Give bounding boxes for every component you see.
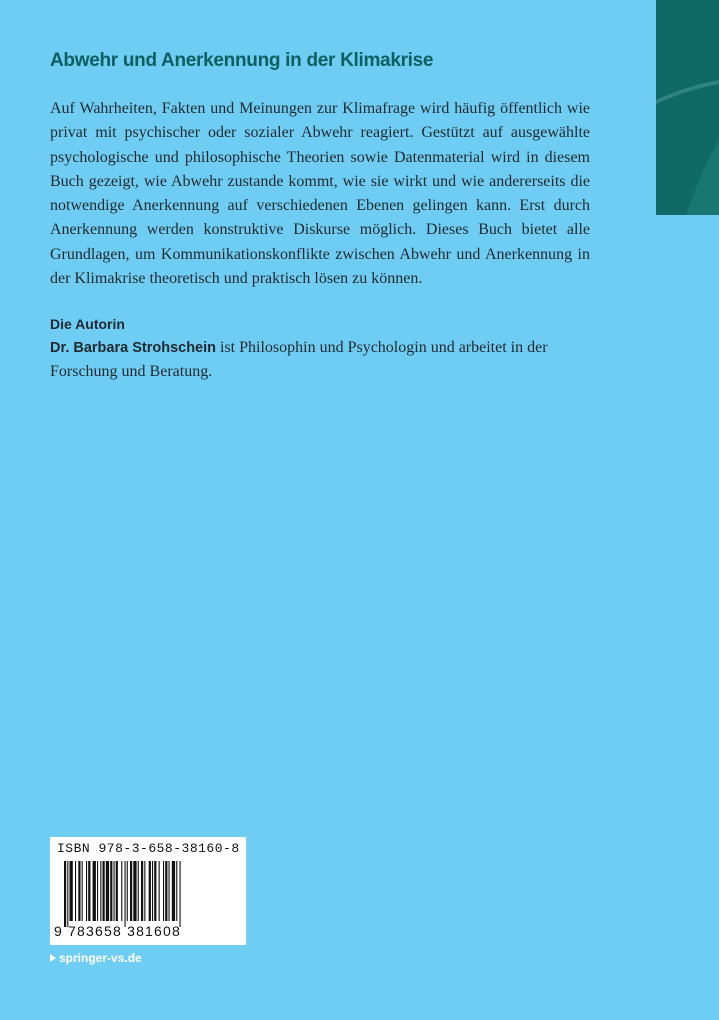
publisher-url: springer-vs.de — [59, 951, 142, 965]
arrow-right-icon — [50, 954, 56, 962]
barcode-bars — [64, 861, 232, 927]
book-title: Abwehr und Anerkennung in der Klimakrise — [50, 50, 434, 71]
author-name: Dr. Barbara Strohschein — [50, 340, 216, 356]
author-bio — [50, 336, 598, 385]
ean-digits: 9 783658 381608 — [54, 923, 181, 939]
cover-corner-graphic — [656, 0, 719, 215]
author-heading: Die Autorin — [50, 316, 125, 332]
isbn-label: ISBN 978-3-658-38160-8 — [57, 841, 240, 856]
isbn-barcode — [50, 837, 246, 945]
publisher-link[interactable] — [50, 951, 142, 965]
author-bio-text: ist Philosophin und Psychologin und arbeitet in der Forschung und Beratung. — [50, 339, 548, 381]
book-blurb: Auf Wahrheiten, Fakten und Meinungen zur Klimafrage wird häufig öffentlich wie privat mit psychischer oder sozialer Abwehr reagiert. Gestützt auf ausgewählte psychologische und philosophische Theorien sowie Datenmaterial wird in diesem Buch gezeigt, wie Abwehr zustande kommt, wie sie wirkt und wie andererseits die notwendige Anerkennung auf verschiedenen Ebenen gelingen kann. Erst durch Anerkennung werden konstruktive Diskurse möglich. Dieses Buch bietet alle Grundlagen, um Kommunikationskonflikte zwischen Abwehr und Anerkennung in der Klimakrise theoretisch und praktisch lösen zu können. — [50, 100, 590, 288]
